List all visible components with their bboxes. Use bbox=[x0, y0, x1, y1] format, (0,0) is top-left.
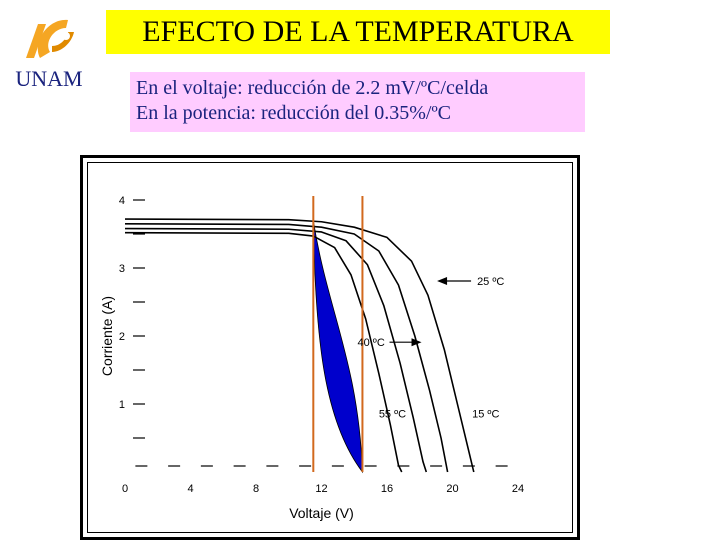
x-tick-label: 12 bbox=[315, 483, 328, 495]
x-tick-label: 20 bbox=[446, 483, 459, 495]
voltage-text: : reducción de 2.2 mV/ºC/celda bbox=[237, 77, 489, 99]
slide-title: EFECTO DE LA TEMPERATURA bbox=[106, 10, 610, 54]
y-tick-label: 2 bbox=[118, 331, 125, 343]
logo-text: UNAM bbox=[15, 66, 83, 91]
y-tick-label: 4 bbox=[118, 195, 125, 207]
x-tick-label: 0 bbox=[121, 483, 129, 495]
temperature-label: 15 ºC bbox=[472, 408, 500, 421]
voltage-label: En el voltaje bbox=[136, 77, 238, 99]
power-text: : reducción del 0.35%/ºC bbox=[250, 102, 452, 124]
iv-curve bbox=[125, 219, 474, 472]
power-label: En la potencia bbox=[136, 102, 251, 124]
y-axis-label: Corriente (A) bbox=[99, 295, 115, 377]
temperature-shift-region bbox=[313, 220, 362, 472]
x-tick-label: 8 bbox=[252, 483, 260, 495]
arrow-left-icon bbox=[437, 277, 447, 285]
y-tick-label: 1 bbox=[118, 399, 125, 411]
temperature-label: 40 ºC bbox=[357, 337, 385, 350]
temperature-label: 25 ºC bbox=[477, 276, 505, 288]
x-tick-label: 4 bbox=[187, 483, 194, 495]
x-axis-label: Voltaje (V) bbox=[289, 505, 354, 521]
x-tick-label: 24 bbox=[511, 483, 525, 495]
iv-curve bbox=[125, 229, 426, 472]
iv-curve bbox=[125, 224, 448, 472]
y-tick-label: 3 bbox=[118, 263, 125, 275]
x-tick-label: 16 bbox=[380, 483, 394, 495]
temperature-label: 55 ºC bbox=[378, 408, 407, 421]
